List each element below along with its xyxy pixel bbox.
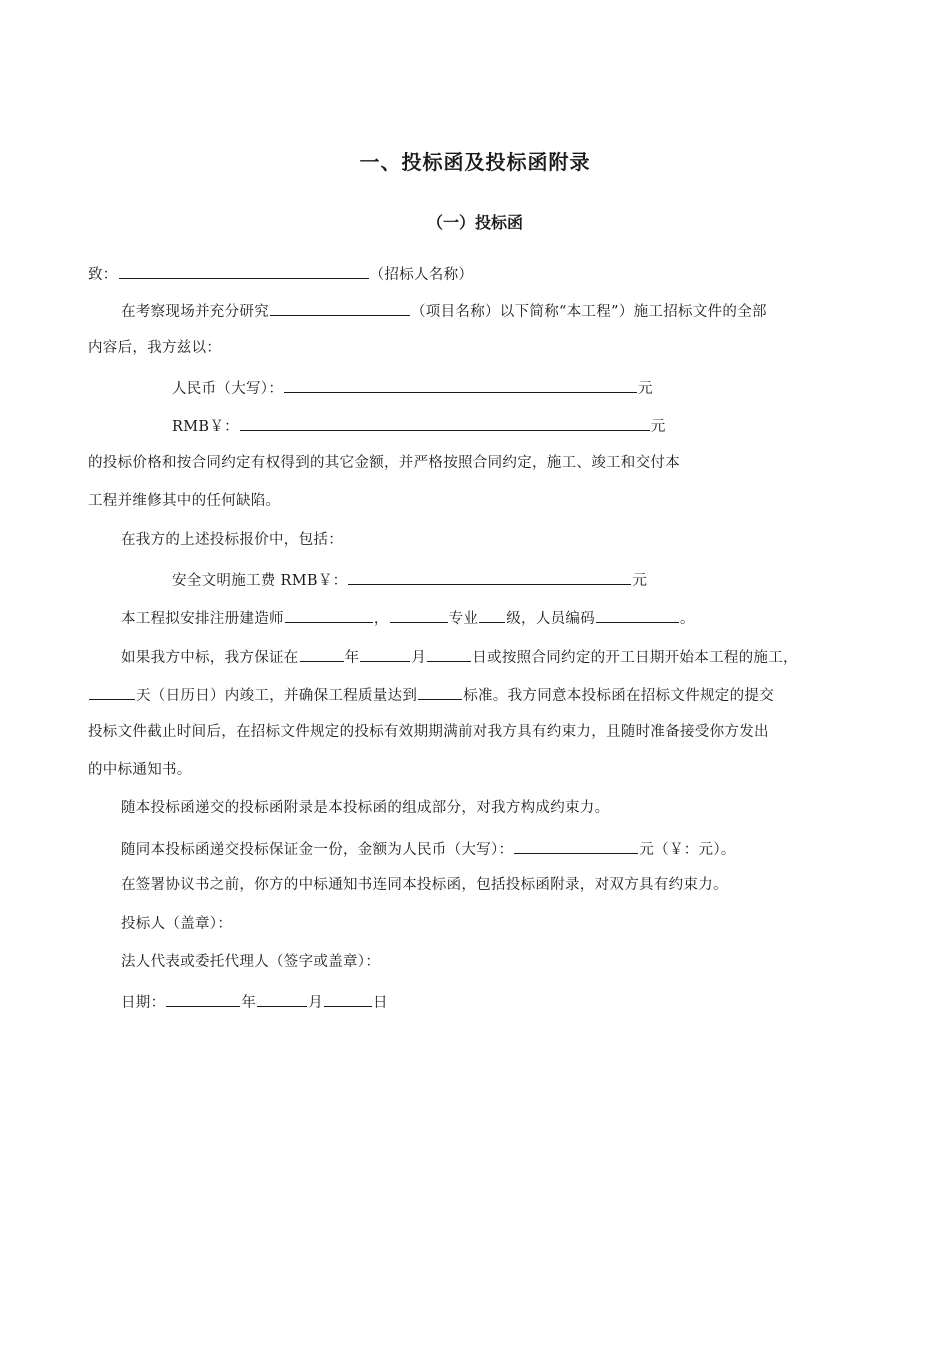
addressee-prefix: 致： [88, 267, 118, 283]
tenderer-name-blank [119, 262, 369, 279]
personnel-code-blank [596, 606, 679, 623]
quality-standard-blank [418, 683, 462, 700]
builder-line [121, 606, 695, 629]
p6-prefix: 随同本投标函递交投标保证金一份，金额为人民币（大写）： [121, 842, 514, 858]
date-month: 月 [308, 995, 324, 1011]
level-blank [479, 606, 505, 623]
p6-suffix: 元（￥：元）。 [639, 842, 736, 858]
rmb-number-label: RMB￥： [172, 419, 239, 435]
deposit-amount-blank [514, 837, 638, 854]
safety-fee-line [172, 568, 647, 591]
paragraph-1-line-2: 内容后，我方兹以： [88, 340, 222, 356]
specialty-blank [390, 606, 448, 623]
paragraph-2-line-1: 的投标价格和按合同约定有权得到的其它金额，并严格按照合同约定，施工、竣工和交付本 [88, 455, 680, 471]
level-label: 级，人员编码 [506, 611, 596, 627]
rmb-number-unit: 元 [650, 419, 666, 435]
builder-prefix: 本工程拟安排注册建造师 [121, 611, 284, 627]
paragraph-6 [121, 837, 736, 860]
p4-year: 年 [344, 650, 360, 666]
builder-end: 。 [680, 611, 695, 627]
rmb-upper-line [172, 376, 653, 399]
p4-prefix: 如果我方中标，我方保证在 [121, 650, 299, 666]
rmb-upper-blank [284, 376, 637, 393]
rmb-number-blank [240, 414, 650, 431]
date-prefix: 日期： [121, 995, 166, 1011]
addressee-suffix: （招标人名称） [369, 267, 474, 283]
paragraph-5: 随本投标函递交的投标函附录是本投标函的组成部分，对我方构成约束力。 [121, 800, 610, 816]
paragraph-4-line-2 [88, 683, 774, 706]
paragraph-3: 在我方的上述投标报价中，包括： [121, 532, 343, 548]
project-name-blank [270, 299, 410, 316]
bidder-seal-line: 投标人（盖章）： [121, 916, 233, 932]
p4-standard: 标准。我方同意本投标函在招标文件规定的提交 [463, 688, 775, 704]
start-day-blank [427, 645, 471, 662]
safety-fee-unit: 元 [632, 573, 648, 589]
date-day-blank [324, 990, 372, 1007]
date-month-blank [257, 990, 307, 1007]
date-day: 日 [373, 995, 388, 1011]
date-year-blank [166, 990, 240, 1007]
safety-fee-blank [348, 568, 631, 585]
section-subtitle: （一）投标函 [426, 213, 523, 232]
paragraph-7: 在签署协议书之前，你方的中标通知书连同本投标函，包括投标函附录，对双方具有约束力。 [121, 877, 728, 893]
paragraph-4-line-3: 投标文件截止时间后，在招标文件规定的投标有效期期满前对我方具有约束力，且随时准备接受你方发出 [88, 724, 769, 740]
specialty-label: 专业 [448, 611, 479, 627]
addressee-line [88, 262, 473, 285]
builder-name-blank [285, 606, 373, 623]
duration-days-blank [89, 683, 135, 700]
paragraph-1-line-1 [121, 299, 767, 322]
p4-month: 月 [411, 650, 427, 666]
paragraph-4-line-1 [121, 645, 798, 668]
paragraph-2-line-2: 工程并维修其中的任何缺陷。 [88, 493, 281, 509]
legal-rep-line: 法人代表或委托代理人（签字或盖章）： [121, 954, 381, 970]
date-line [121, 990, 388, 1013]
start-year-blank [300, 645, 344, 662]
rmb-upper-unit: 元 [638, 381, 653, 397]
paragraph-4-line-4: 的中标通知书。 [88, 762, 192, 778]
start-month-blank [360, 645, 410, 662]
builder-separator: ， [373, 611, 389, 627]
page-title: 一、投标函及投标函附录 [359, 150, 591, 174]
rmb-number-line [172, 414, 666, 437]
p4-days: 天（日历日）内竣工，并确保工程质量达到 [136, 688, 418, 704]
p1-suffix: （项目名称）以下简称“本工程”）施工招标文件的全部 [411, 304, 767, 320]
date-year: 年 [241, 995, 257, 1011]
p1-prefix: 在考察现场并充分研究 [121, 304, 269, 320]
safety-fee-label: 安全文明施工费 RMB￥： [172, 573, 348, 589]
rmb-upper-label: 人民币（大写）： [172, 381, 284, 397]
p4-rest: 日或按照合同约定的开工日期开始本工程的施工， [472, 650, 798, 666]
